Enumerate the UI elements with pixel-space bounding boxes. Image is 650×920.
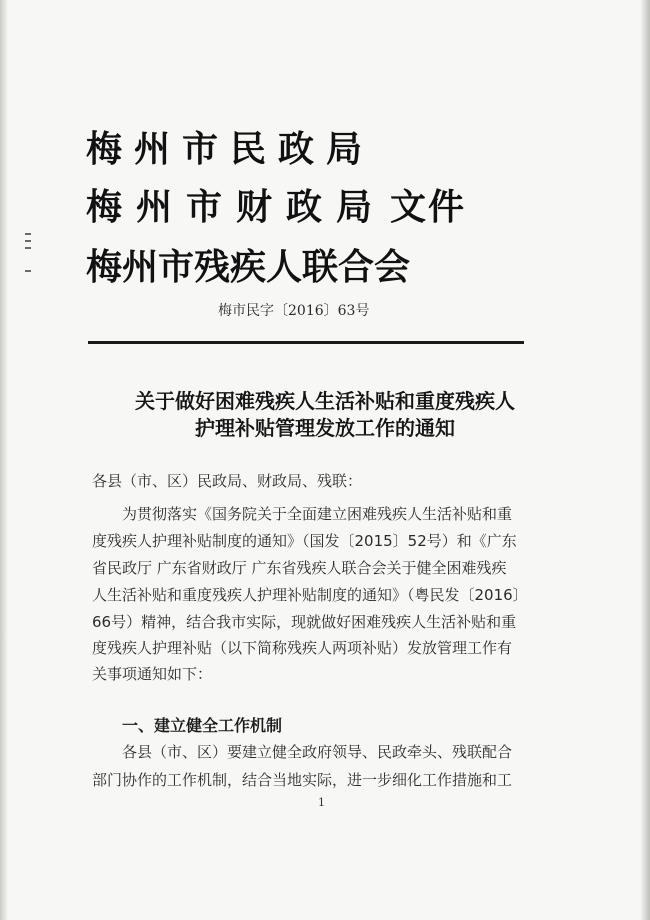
issuer-line-1: 梅州市民政局 [86, 129, 375, 170]
margin-mark [25, 240, 31, 242]
body-line: 关事项通知如下： [92, 665, 213, 683]
body-line: 部门协作的工作机制，结合当地实际，进一步细化工作措施和工 [92, 771, 513, 789]
margin-mark [25, 270, 31, 272]
issuer-line-2 [86, 186, 466, 230]
document-title-line-2: 护理补贴管理发放工作的通知 [195, 416, 455, 440]
document-number: 梅市民字〔2016〕63号 [218, 303, 370, 319]
margin-mark [25, 233, 31, 235]
section-heading: 一、建立健全工作机制 [122, 716, 283, 735]
body-line: 为贯彻落实《国务院关于全面建立困难残疾人生活补贴和重 [122, 505, 513, 523]
body-line: 度残疾人护理补贴制度的通知》（国发〔2015〕52号）和《广东 [92, 532, 517, 550]
body-line: 省民政厅 广东省财政厅 广东省残疾人联合会关于健全困难残疾 [92, 559, 507, 577]
header-divider [88, 341, 524, 344]
document-type-label: 文件 [390, 187, 467, 228]
body-line: 各县（市、区）要建立健全政府领导、民政牵头、残联配合 [122, 743, 513, 761]
salutation: 各县（市、区）民政局、财政局、残联： [92, 472, 363, 490]
body-line: 度残疾人护理补贴（以下简称残疾人两项补贴）发放管理工作有 [92, 639, 513, 657]
issuer-line-3: 梅州市残疾人联合会 [86, 247, 411, 288]
body-line: 人生活补贴和重度残疾人护理补贴制度的通知》（粤民发〔2016〕 [92, 586, 528, 604]
page-number: 1 [318, 796, 325, 809]
issuer-line-2-org: 梅州市财政局 [86, 187, 387, 228]
margin-mark [25, 247, 31, 249]
body-line: 66号）精神，结合我市实际，现就做好困难残疾人生活补贴和重 [92, 613, 517, 631]
document-title-line-1: 关于做好困难残疾人生活补贴和重度残疾人 [135, 389, 515, 413]
